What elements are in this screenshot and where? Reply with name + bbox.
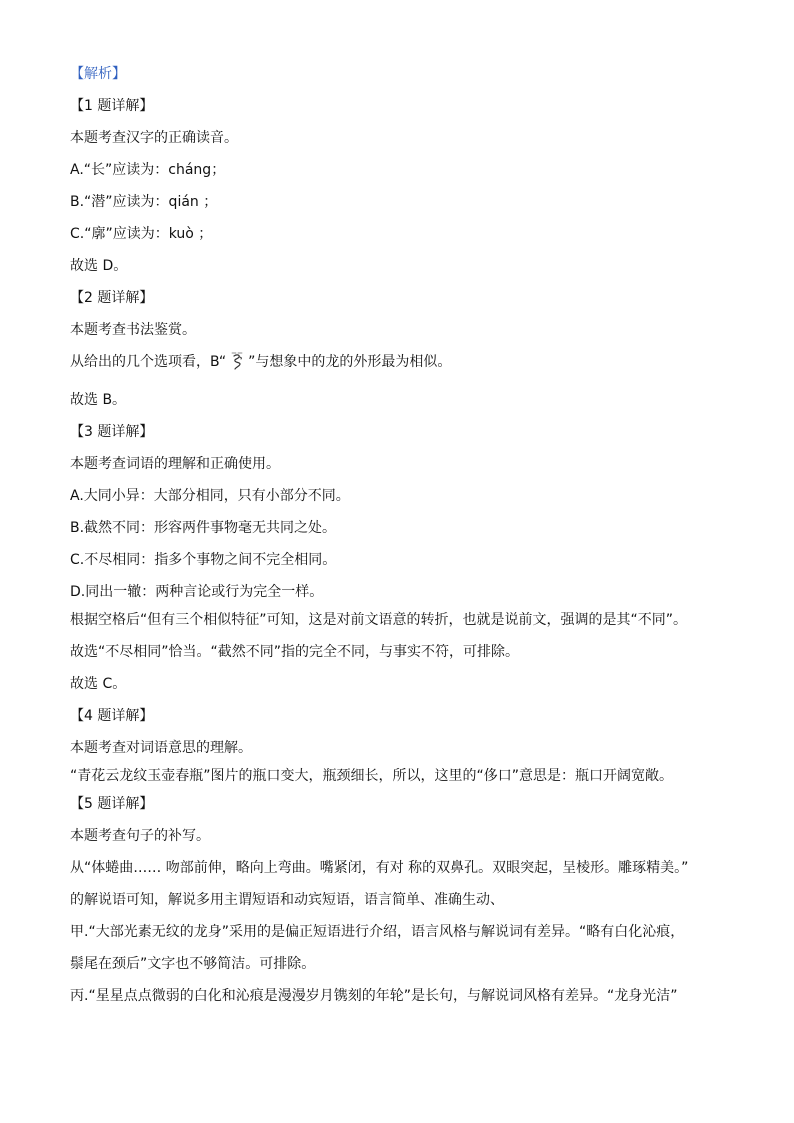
calligraphy-dragon-icon [227,352,247,372]
text-line: 故选 C。 [70,676,127,692]
text-line: 本题考查句子的补写。 [70,828,210,844]
calligraphy-comparison-line [70,352,451,372]
text-line: 根据空格后“但有三个相似特征”可知，这是对前文语意的转折，也就是说前文，强调的是其“不同”。 [70,612,688,628]
calligraphy-text-after: ”与想象中的龙的外形最为相似。 [248,354,452,370]
text-line: B.截然不同：形容两件事物毫无共同之处。 [70,520,337,536]
text-line: 故选 B。 [70,392,127,408]
text-line: B.“潜”应读为：qián ； [70,194,218,210]
text-line: C.不尽相同：指多个事物之间不完全相同。 [70,552,337,568]
text-line: 的解说语可知，解说多用主谓短语和动宾短语，语言简单、准确生动、 [70,892,504,908]
text-line: 丙.“星星点点微弱的白化和沁痕是漫漫岁月镌刻的年轮”是长句，与解说词风格有差异。“龙身光洁” [70,988,678,1004]
text-line: 故选 D。 [70,258,128,274]
text-line: 本题考查书法鉴赏。 [70,322,196,338]
text-line: 本题考查对词语意思的理解。 [70,740,252,756]
calligraphy-text-before: 从给出的几个选项看，B“ [70,354,227,370]
text-line: 故选“不尽相同”恰当。“截然不同”指的完全不同，与事实不符，可排除。 [70,644,520,660]
analysis-heading: 【解析】 [70,66,126,82]
text-line: 从“体蜷曲…… 吻部前伸，略向上弯曲。嘴紧闭，有对 称的双鼻孔。双眼突起，呈棱形。雕琢精美。” [70,860,689,876]
question-1-heading: 【1 题详解】 [70,98,154,114]
question-3-heading: 【3 题详解】 [70,424,154,440]
text-line: D.同出一辙：两种言论或行为完全一样。 [70,584,324,600]
question-2-heading: 【2 题详解】 [70,290,154,306]
text-line: 本题考查词语的理解和正确使用。 [70,456,280,472]
text-line: 甲.“大部光素无纹的龙身”采用的是偏正短语进行介绍，语言风格与解说词有差异。“略有白化沁痕， [70,924,685,940]
text-line: C.“廓”应读为：kuò ； [70,226,213,242]
text-line: 鬃尾在颈后”文字也不够简洁。可排除。 [70,956,316,972]
question-4-heading: 【4 题详解】 [70,708,154,724]
text-line: “青花云龙纹玉壶春瓶”图片的瓶口变大，瓶颈细长，所以，这里的“侈口”意思是：瓶口开阔宽敞。 [70,768,674,784]
question-5-heading: 【5 题详解】 [70,796,154,812]
text-line: 本题考查汉字的正确读音。 [70,130,238,146]
text-line: A.“长”应读为：cháng； [70,162,226,178]
text-line: A.大同小异：大部分相同，只有小部分不同。 [70,488,350,504]
